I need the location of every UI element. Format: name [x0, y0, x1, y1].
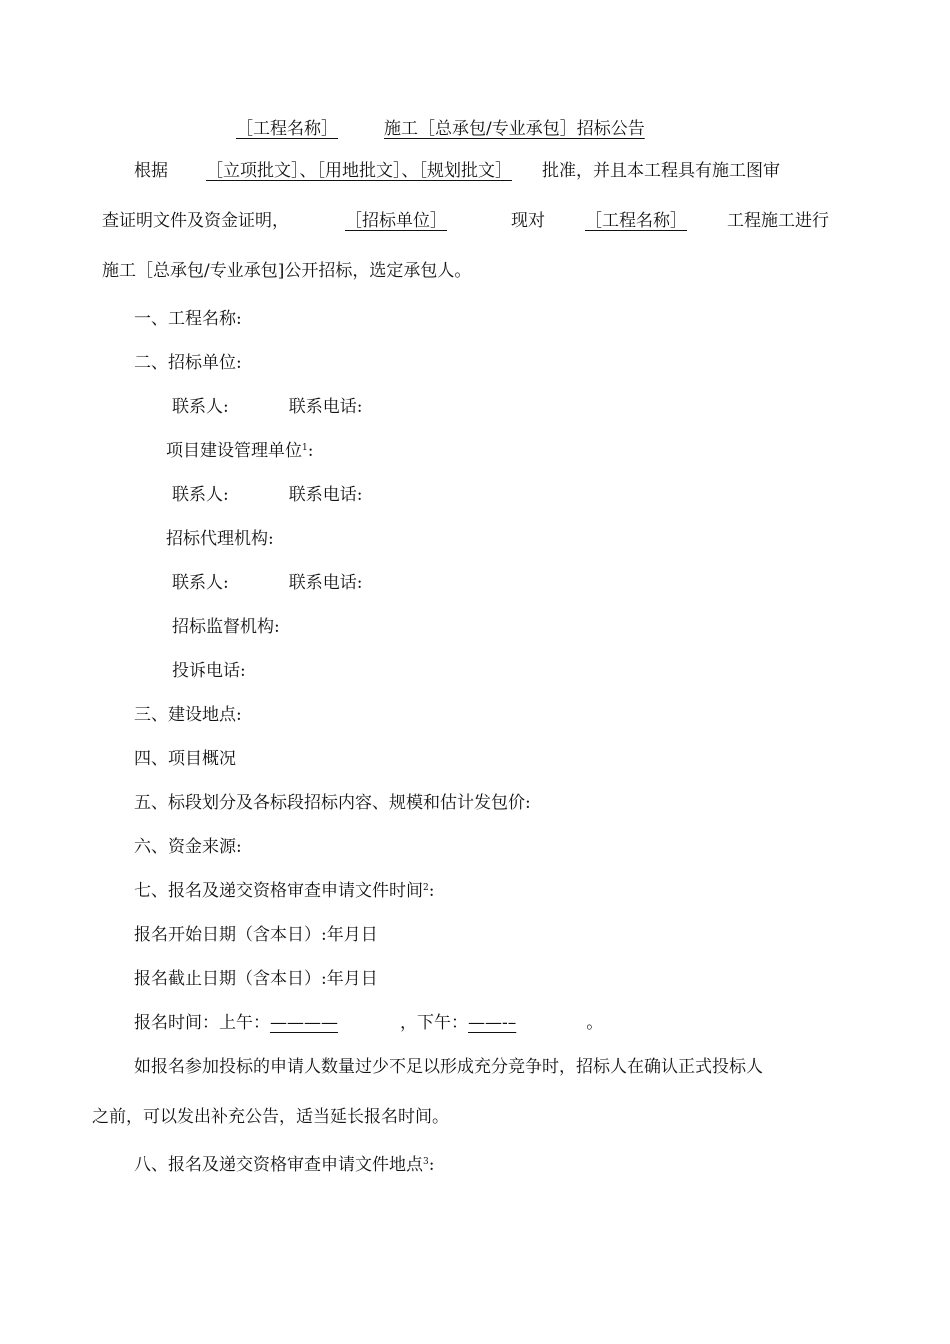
section-location: 三、建设地点: [134, 705, 242, 725]
section-registration-time: 七、报名及递交资格审查申请文件时间$^2$: [134, 881, 435, 901]
footnote-mark-2: 2 [423, 883, 429, 893]
registration-start: 报名开始日期（含本日）:年月日 [134, 925, 378, 945]
intro-line-2: 查证明文件及资金证明， ［招标单位］ 现对 ［工程名称］ 工程施工进行 [102, 211, 829, 231]
mgmt-contact-row [172, 484, 362, 506]
section-registration-place: 八、报名及递交资格审查申请文件地点$^3$: [134, 1155, 435, 1175]
footnote-mark-1: 1 [302, 443, 308, 453]
supervisor-label: 招标监督机构: [172, 617, 280, 637]
project-blank: ［工程名称］ [585, 211, 687, 231]
phone-label: 联系电话: [288, 397, 363, 417]
phone-label: 联系电话: [288, 485, 363, 505]
agent-label: 招标代理机构: [166, 529, 274, 549]
intro-line-3: 施工［总承包/专业承包]公开招标，选定承包人。 [102, 261, 472, 281]
phone-label: 联系电话: [288, 573, 363, 593]
mgmt-unit: 项目建设管理单位$^1$: [166, 441, 314, 461]
section-funding: 六、资金来源: [134, 837, 242, 857]
contact-label: 联系人: [172, 485, 229, 505]
extension-para-line-1: 如报名参加投标的申请人数量过少不足以形成充分竞争时，招标人在确认正式投标人 [134, 1057, 763, 1077]
registration-hours: 报名时间：上午：———— ，下午：——-– 。 [134, 1013, 604, 1033]
afternoon-blank: ——-– [468, 1013, 517, 1033]
complaint-phone-label: 投诉电话: [172, 661, 246, 681]
morning-blank: ———— [270, 1013, 338, 1033]
title-text: 施工［总承包/专业承包］招标公告 [384, 119, 645, 139]
title-project-blank: ［工程名称］ [236, 119, 338, 139]
contact-label: 联系人: [172, 397, 229, 417]
approvals-blank: ［立项批文］、［用地批文］、［规划批文］ [206, 161, 512, 181]
footnote-mark-3: 3 [423, 1157, 429, 1167]
extension-para-line-2: 之前，可以发出补充公告，适当延长报名时间。 [92, 1107, 449, 1127]
section-lots: 五、标段划分及各标段招标内容、规模和估计发包价: [134, 793, 531, 813]
tenderer-contact-row [172, 396, 362, 418]
agent-contact-row [172, 572, 362, 594]
notice-title [134, 118, 645, 140]
section-tenderer: 二、招标单位: [134, 353, 242, 373]
section-overview: 四、项目概况 [134, 749, 236, 769]
intro-line-1: 根据 ［立项批文］、［用地批文］、［规划批文］ 批准，并且本工程具有施工图审 [134, 161, 780, 181]
tenderer-blank: ［招标单位］ [345, 211, 447, 231]
section-project-name: 一、工程名称: [134, 309, 242, 329]
registration-end: 报名截止日期（含本日）:年月日 [134, 969, 378, 989]
contact-label: 联系人: [172, 573, 229, 593]
